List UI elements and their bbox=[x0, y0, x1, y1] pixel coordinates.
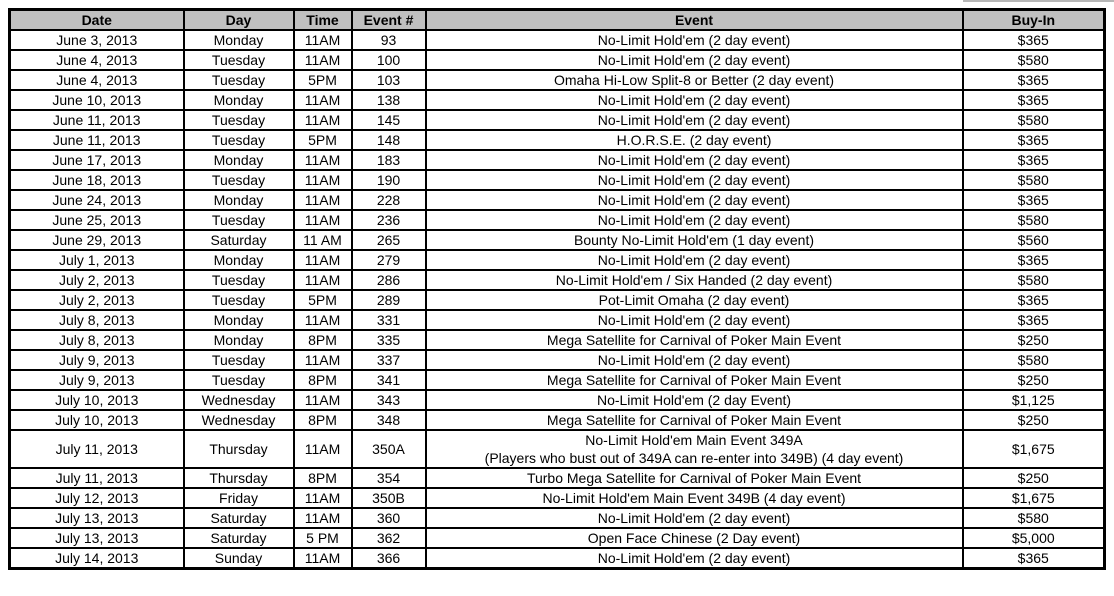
event-description-line: No-Limit Hold'em (2 day event) bbox=[597, 252, 791, 268]
event-description-line: Bounty No-Limit Hold'em (1 day event) bbox=[574, 232, 814, 248]
cell-day: Sunday bbox=[184, 548, 294, 569]
cell-time: 11AM bbox=[294, 310, 352, 330]
event-description-line: No-Limit Hold'em (2 day event) bbox=[597, 212, 791, 228]
cell-time: 11AM bbox=[294, 170, 352, 190]
event-description-line: Mega Satellite for Carnival of Poker Main Event bbox=[546, 332, 842, 348]
cell-event_num: 100 bbox=[352, 50, 426, 70]
cell-time: 11 AM bbox=[294, 230, 352, 250]
cell-day: Tuesday bbox=[184, 270, 294, 290]
page-edge-artifact bbox=[963, 0, 1114, 2]
cell-event bbox=[426, 430, 963, 468]
cell-time: 11AM bbox=[294, 190, 352, 210]
cell-event_num: 145 bbox=[352, 110, 426, 130]
table-row bbox=[10, 290, 1105, 310]
cell-time: 11AM bbox=[294, 30, 352, 50]
cell-buyin: $365 bbox=[963, 190, 1105, 210]
table-row bbox=[10, 430, 1105, 468]
cell-date: June 10, 2013 bbox=[10, 90, 184, 110]
cell-time: 5PM bbox=[294, 290, 352, 310]
table-row bbox=[10, 230, 1105, 250]
cell-time: 11AM bbox=[294, 250, 352, 270]
table-row bbox=[10, 468, 1105, 488]
cell-time: 11AM bbox=[294, 430, 352, 468]
cell-day: Tuesday bbox=[184, 70, 294, 90]
table-row bbox=[10, 130, 1105, 150]
cell-date: July 12, 2013 bbox=[10, 488, 184, 508]
cell-event bbox=[426, 70, 963, 90]
cell-time: 11AM bbox=[294, 50, 352, 70]
table-row bbox=[10, 548, 1105, 569]
cell-date: June 18, 2013 bbox=[10, 170, 184, 190]
table-row bbox=[10, 410, 1105, 430]
cell-buyin: $560 bbox=[963, 230, 1105, 250]
table-row bbox=[10, 190, 1105, 210]
cell-buyin: $580 bbox=[963, 270, 1105, 290]
event-description-line: No-Limit Hold'em (2 day event) bbox=[597, 152, 791, 168]
cell-event bbox=[426, 210, 963, 230]
column-header-event_num: Event # bbox=[352, 10, 426, 31]
cell-date: June 25, 2013 bbox=[10, 210, 184, 230]
cell-event bbox=[426, 410, 963, 430]
event-description-line: No-Limit Hold'em (2 day event) bbox=[597, 32, 791, 48]
cell-event_num: 354 bbox=[352, 468, 426, 488]
cell-event_num: 366 bbox=[352, 548, 426, 569]
column-header-event: Event bbox=[426, 10, 963, 31]
event-description-line: No-Limit Hold'em Main Event 349B (4 day event) bbox=[542, 490, 846, 506]
cell-buyin: $365 bbox=[963, 290, 1105, 310]
cell-day: Tuesday bbox=[184, 170, 294, 190]
event-description-line: No-Limit Hold'em (2 day event) bbox=[597, 52, 791, 68]
column-header-date: Date bbox=[10, 10, 184, 31]
cell-day: Monday bbox=[184, 330, 294, 350]
cell-event bbox=[426, 270, 963, 290]
cell-event_num: 337 bbox=[352, 350, 426, 370]
cell-buyin: $580 bbox=[963, 210, 1105, 230]
cell-date: July 1, 2013 bbox=[10, 250, 184, 270]
table-row bbox=[10, 390, 1105, 410]
cell-date: June 29, 2013 bbox=[10, 230, 184, 250]
cell-date: July 10, 2013 bbox=[10, 390, 184, 410]
table-row bbox=[10, 170, 1105, 190]
cell-event_num: 183 bbox=[352, 150, 426, 170]
cell-time: 11AM bbox=[294, 90, 352, 110]
table-row bbox=[10, 370, 1105, 390]
cell-date: July 11, 2013 bbox=[10, 468, 184, 488]
cell-event_num: 265 bbox=[352, 230, 426, 250]
cell-date: June 11, 2013 bbox=[10, 110, 184, 130]
cell-buyin: $1,675 bbox=[963, 430, 1105, 468]
event-description-line: H.O.R.S.E. (2 day event) bbox=[616, 132, 772, 148]
cell-event_num: 93 bbox=[352, 30, 426, 50]
event-description-line: No-Limit Hold'em (2 day event) bbox=[597, 312, 791, 328]
event-description-line: Pot-Limit Omaha (2 day event) bbox=[598, 292, 790, 308]
cell-event_num: 286 bbox=[352, 270, 426, 290]
cell-date: July 14, 2013 bbox=[10, 548, 184, 569]
event-description-line: No-Limit Hold'em (2 day event) bbox=[597, 112, 791, 128]
cell-buyin: $250 bbox=[963, 468, 1105, 488]
cell-time: 11AM bbox=[294, 390, 352, 410]
cell-day: Saturday bbox=[184, 528, 294, 548]
event-description-line: No-Limit Hold'em (2 day event) bbox=[597, 352, 791, 368]
table-row bbox=[10, 70, 1105, 90]
cell-event_num: 190 bbox=[352, 170, 426, 190]
column-header-time: Time bbox=[294, 10, 352, 31]
poker-event-schedule-table bbox=[8, 8, 1106, 570]
header-row bbox=[10, 10, 1105, 31]
cell-time: 11AM bbox=[294, 150, 352, 170]
cell-time: 11AM bbox=[294, 488, 352, 508]
table-row bbox=[10, 528, 1105, 548]
cell-day: Thursday bbox=[184, 430, 294, 468]
cell-time: 5PM bbox=[294, 130, 352, 150]
table-row bbox=[10, 110, 1105, 130]
table-row bbox=[10, 90, 1105, 110]
cell-day: Monday bbox=[184, 30, 294, 50]
cell-day: Monday bbox=[184, 90, 294, 110]
cell-event_num: 348 bbox=[352, 410, 426, 430]
table-row bbox=[10, 270, 1105, 290]
cell-time: 5 PM bbox=[294, 528, 352, 548]
cell-event bbox=[426, 230, 963, 250]
cell-event bbox=[426, 90, 963, 110]
cell-time: 8PM bbox=[294, 468, 352, 488]
cell-time: 11AM bbox=[294, 548, 352, 569]
cell-event bbox=[426, 330, 963, 350]
cell-buyin: $1,125 bbox=[963, 390, 1105, 410]
cell-event_num: 341 bbox=[352, 370, 426, 390]
cell-event_num: 343 bbox=[352, 390, 426, 410]
cell-day: Monday bbox=[184, 310, 294, 330]
column-header-buyin: Buy-In bbox=[963, 10, 1105, 31]
cell-time: 11AM bbox=[294, 270, 352, 290]
cell-event_num: 335 bbox=[352, 330, 426, 350]
cell-day: Wednesday bbox=[184, 410, 294, 430]
cell-day: Tuesday bbox=[184, 210, 294, 230]
cell-day: Tuesday bbox=[184, 130, 294, 150]
cell-event bbox=[426, 250, 963, 270]
cell-event bbox=[426, 528, 963, 548]
event-description-line: Turbo Mega Satellite for Carnival of Poker Main Event bbox=[526, 470, 862, 486]
cell-buyin: $580 bbox=[963, 50, 1105, 70]
cell-time: 11AM bbox=[294, 350, 352, 370]
cell-event bbox=[426, 130, 963, 150]
cell-buyin: $580 bbox=[963, 170, 1105, 190]
cell-event bbox=[426, 310, 963, 330]
table-row bbox=[10, 310, 1105, 330]
cell-event bbox=[426, 50, 963, 70]
cell-day: Tuesday bbox=[184, 290, 294, 310]
cell-event_num: 362 bbox=[352, 528, 426, 548]
cell-buyin: $365 bbox=[963, 130, 1105, 150]
cell-date: July 10, 2013 bbox=[10, 410, 184, 430]
table-row bbox=[10, 250, 1105, 270]
event-description-line: No-Limit Hold'em / Six Handed (2 day event) bbox=[555, 272, 833, 288]
event-description-line: Mega Satellite for Carnival of Poker Main Event bbox=[546, 372, 842, 388]
cell-event_num: 103 bbox=[352, 70, 426, 90]
cell-buyin: $365 bbox=[963, 90, 1105, 110]
cell-event_num: 148 bbox=[352, 130, 426, 150]
cell-buyin: $250 bbox=[963, 410, 1105, 430]
cell-event bbox=[426, 508, 963, 528]
cell-time: 8PM bbox=[294, 410, 352, 430]
cell-event_num: 228 bbox=[352, 190, 426, 210]
cell-buyin: $5,000 bbox=[963, 528, 1105, 548]
cell-event bbox=[426, 468, 963, 488]
table-row bbox=[10, 350, 1105, 370]
cell-date: July 11, 2013 bbox=[10, 430, 184, 468]
cell-day: Saturday bbox=[184, 230, 294, 250]
cell-date: June 4, 2013 bbox=[10, 50, 184, 70]
event-description-line: Omaha Hi-Low Split-8 or Better (2 day event) bbox=[553, 72, 835, 88]
cell-buyin: $250 bbox=[963, 370, 1105, 390]
cell-buyin: $580 bbox=[963, 508, 1105, 528]
event-description-line: Mega Satellite for Carnival of Poker Main Event bbox=[546, 412, 842, 428]
cell-buyin: $250 bbox=[963, 330, 1105, 350]
cell-date: July 9, 2013 bbox=[10, 370, 184, 390]
cell-date: July 13, 2013 bbox=[10, 508, 184, 528]
cell-event bbox=[426, 290, 963, 310]
cell-event_num: 360 bbox=[352, 508, 426, 528]
cell-date: June 24, 2013 bbox=[10, 190, 184, 210]
cell-time: 8PM bbox=[294, 370, 352, 390]
cell-buyin: $365 bbox=[963, 250, 1105, 270]
table-row bbox=[10, 210, 1105, 230]
event-description-line: No-Limit Hold'em (2 day event) bbox=[597, 510, 791, 526]
cell-event bbox=[426, 110, 963, 130]
cell-event bbox=[426, 370, 963, 390]
cell-event_num: 331 bbox=[352, 310, 426, 330]
table-row bbox=[10, 488, 1105, 508]
cell-buyin: $365 bbox=[963, 150, 1105, 170]
cell-day: Tuesday bbox=[184, 110, 294, 130]
cell-day: Monday bbox=[184, 190, 294, 210]
cell-date: June 4, 2013 bbox=[10, 70, 184, 90]
table-row bbox=[10, 508, 1105, 528]
event-description-line: No-Limit Hold'em (2 day event) bbox=[597, 192, 791, 208]
cell-day: Monday bbox=[184, 150, 294, 170]
cell-date: June 17, 2013 bbox=[10, 150, 184, 170]
cell-date: July 13, 2013 bbox=[10, 528, 184, 548]
cell-event bbox=[426, 190, 963, 210]
event-description-line: No-Limit Hold'em (2 day event) bbox=[597, 550, 791, 566]
cell-day: Tuesday bbox=[184, 370, 294, 390]
cell-day: Tuesday bbox=[184, 50, 294, 70]
cell-day: Tuesday bbox=[184, 350, 294, 370]
cell-buyin: $365 bbox=[963, 70, 1105, 90]
event-description-line: (Players who bust out of 349A can re-enter into 349B) (4 day event) bbox=[484, 450, 904, 466]
cell-event bbox=[426, 350, 963, 370]
cell-event_num: 279 bbox=[352, 250, 426, 270]
event-description-line: No-Limit Hold'em (2 day event) bbox=[597, 172, 791, 188]
cell-event_num: 350A bbox=[352, 430, 426, 468]
cell-buyin: $1,675 bbox=[963, 488, 1105, 508]
cell-event bbox=[426, 390, 963, 410]
cell-date: July 2, 2013 bbox=[10, 290, 184, 310]
cell-date: July 8, 2013 bbox=[10, 330, 184, 350]
cell-time: 11AM bbox=[294, 508, 352, 528]
cell-event_num: 350B bbox=[352, 488, 426, 508]
cell-buyin: $365 bbox=[963, 548, 1105, 569]
table-header bbox=[10, 10, 1105, 31]
cell-event_num: 289 bbox=[352, 290, 426, 310]
cell-date: June 3, 2013 bbox=[10, 30, 184, 50]
cell-date: July 9, 2013 bbox=[10, 350, 184, 370]
cell-event_num: 236 bbox=[352, 210, 426, 230]
cell-event bbox=[426, 170, 963, 190]
column-header-day: Day bbox=[184, 10, 294, 31]
cell-buyin: $580 bbox=[963, 350, 1105, 370]
cell-buyin: $365 bbox=[963, 310, 1105, 330]
cell-time: 8PM bbox=[294, 330, 352, 350]
cell-date: July 8, 2013 bbox=[10, 310, 184, 330]
cell-day: Thursday bbox=[184, 468, 294, 488]
cell-event bbox=[426, 150, 963, 170]
event-description-line: No-Limit Hold'em (2 day Event) bbox=[596, 392, 792, 408]
cell-event_num: 138 bbox=[352, 90, 426, 110]
cell-time: 11AM bbox=[294, 210, 352, 230]
cell-day: Wednesday bbox=[184, 390, 294, 410]
cell-date: July 2, 2013 bbox=[10, 270, 184, 290]
table-body bbox=[10, 30, 1105, 569]
cell-event bbox=[426, 548, 963, 569]
cell-time: 11AM bbox=[294, 110, 352, 130]
cell-buyin: $580 bbox=[963, 110, 1105, 130]
cell-buyin: $365 bbox=[963, 30, 1105, 50]
cell-day: Monday bbox=[184, 250, 294, 270]
cell-event bbox=[426, 488, 963, 508]
table-row bbox=[10, 330, 1105, 350]
cell-date: June 11, 2013 bbox=[10, 130, 184, 150]
cell-day: Saturday bbox=[184, 508, 294, 528]
event-description-line: No-Limit Hold'em (2 day event) bbox=[597, 92, 791, 108]
cell-time: 5PM bbox=[294, 70, 352, 90]
cell-day: Friday bbox=[184, 488, 294, 508]
table-row bbox=[10, 150, 1105, 170]
cell-event bbox=[426, 30, 963, 50]
table-row bbox=[10, 30, 1105, 50]
event-description-line: Open Face Chinese (2 Day event) bbox=[587, 530, 801, 546]
table-row bbox=[10, 50, 1105, 70]
event-description-line: No-Limit Hold'em Main Event 349A bbox=[585, 432, 803, 448]
